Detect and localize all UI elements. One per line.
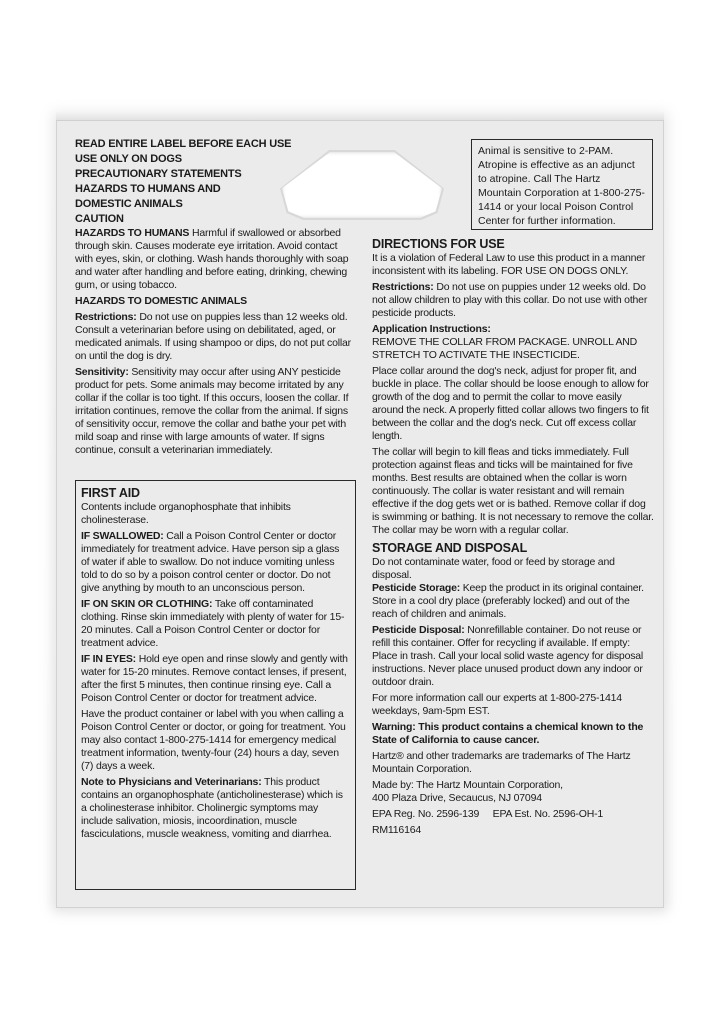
sensitivity-paragraph: Sensitivity: Sensitivity may occur after using ANY pesticide product for pets. Some animals may become irritated by any collar if the collar is too tight. If this occurs, loosen the collar. If irritation continues, remove the collar from the animal. If signs of sensitivity occur, remove the collar and bathe your pet with mild soap and rinse with large amounts of water. If signs continue, consult a veterinarian immediately.: [75, 366, 349, 456]
application-label: Application Instructions:: [372, 323, 491, 335]
heading-hazards: HAZARDS TO HUMANS AND: [75, 183, 221, 195]
heading-precautionary: PRECAUTIONARY STATEMENTS: [75, 168, 242, 180]
heading-domestic: DOMESTIC ANIMALS: [75, 198, 183, 210]
hazards-animals-label: HAZARDS TO DOMESTIC ANIMALS: [75, 295, 247, 307]
directions-restrictions: Restrictions: Do not use on puppies under 12 weeks old. Do not allow children to play with this collar. Do not use with other pesticide products.: [372, 281, 648, 319]
directions-title: DIRECTIONS FOR USE: [372, 237, 505, 251]
pesticide-disposal-paragraph: Pesticide Disposal: Nonrefillable container. Do not reuse or refill this container. Offer for recycling if available. If empty: Place in trash. Call your local solid waste agency for disposal instructions. Never place unused product down any indoor or outdoor drain.: [372, 624, 644, 688]
made-by: Made by: The Hartz Mountain Corporation,: [372, 779, 563, 791]
if-in-eyes-paragraph: IF IN EYES: Hold eye open and rinse slowly and gently with water for 15-20 minutes. Remove contact lenses, if present, after the first 5 minutes, then continue rinsing eye. Call a Poison Control Center or doctor for treatment advice.: [81, 653, 348, 704]
restrictions-paragraph: Restrictions: Do not use on puppies less than 12 weeks old. Consult a veterinarian before using on debilitated, aged, or medicated animals. If using shampoo or dips, do not put collar on until the dog is dry.: [75, 311, 351, 362]
antidote-note-box: [471, 139, 653, 230]
collar-text: The collar will begin to kill fleas and ticks immediately. Full protection against fleas and ticks will be maintained for five months. Best results are obtained when the collar is worn continuously. The collar is water resistant and will remain effective if the dog gets wet or is bathed. Remove collar if dog is swimming or bathing. It is not necessary to remove the collar. The collar may be worn with a regular collar.: [372, 446, 654, 536]
antidote-note-text: Animal is sensitive to 2-PAM. Atropine is effective as an adjunct to atropine. Call The Hartz Mountain Corporation at 1-800-275-1414 or your local Poison Control Center for further information.: [478, 145, 645, 227]
heading-read-label: READ ENTIRE LABEL BEFORE EACH USE: [75, 138, 292, 150]
trademarks: Hartz® and other trademarks are trademarks of The Hartz Mountain Corporation.: [372, 750, 631, 775]
first-aid-title: FIRST AID: [81, 486, 140, 500]
product-code: RM116164: [372, 824, 421, 836]
precautionary-section: [75, 137, 357, 460]
if-on-skin-paragraph: IF ON SKIN OR CLOTHING: Take off contaminated clothing. Rinse skin immediately with plenty of water for 15-20 minutes. Call a Poison Control Center or doctor for treatment advice.: [81, 598, 345, 649]
heading-caution: CAUTION: [75, 213, 124, 225]
application-text: Place collar around the dog's neck, adjust for proper fit, and buckle in place. The collar should be loose enough to allow for growth of the dog and to permit the collar to move easily around the neck. A properly fitted collar allows two fingers to fit between the collar and the dog's neck. Cut off excess collar length.: [372, 365, 649, 442]
epa-numbers: EPA Reg. No. 2596-139 EPA Est. No. 2596-OH-1: [372, 808, 604, 820]
box-top-flap: [56, 112, 664, 121]
pesticide-storage-paragraph: Pesticide Storage: Keep the product in its original container. Store in a cool dry place (preferably locked) and out of the reach of children and animals.: [372, 582, 644, 620]
first-aid-box: [75, 480, 356, 890]
storage-title: STORAGE AND DISPOSAL: [372, 541, 528, 555]
physicians-note-paragraph: Note to Physicians and Veterinarians: This product contains an organophosphate (anticholinesterase) which is a cholinesterase inhibitor. Cholinergic symptoms may include salivation, miosis, incoordination, muscle fasciculations, muscle weakness, vomiting and diarrhea.: [81, 776, 343, 840]
address: 400 Plaza Drive, Secaucus, NJ 07094: [372, 792, 542, 804]
storage-intro: Do not contaminate water, food or feed by storage and disposal.: [372, 556, 615, 581]
application-caps: REMOVE THE COLLAR FROM PACKAGE. UNROLL AND STRETCH TO ACTIVATE THE INSECTICIDE.: [372, 336, 638, 361]
warning-paragraph: Warning: This product contains a chemical known to the State of California to cause cancer.: [372, 721, 644, 746]
first-aid-intro: Contents include organophosphate that inhibits cholinesterase.: [81, 501, 291, 526]
more-info: For more information call our experts at 1-800-275-1414 weekdays, 9am-5pm EST.: [372, 692, 622, 717]
if-swallowed-paragraph: IF SWALLOWED: Call a Poison Control Center or doctor immediately for treatment advice. Have person sip a glass of water if able to swallow. Do not induce vomiting unless told to do so by a poison control center or doctor. Do not give anything by mouth to an unconscious person.: [81, 530, 340, 594]
hazards-humans-paragraph: HAZARDS TO HUMANS Harmful if swallowed or absorbed through skin. Causes moderate eye irritation. Avoid contact with eyes, skin, or clothing. Wash hands thoroughly with soap and water after handling and before eating, drinking, chewing gum, or using tobacco.: [75, 227, 349, 291]
directions-intro: It is a violation of Federal Law to use this product in a manner inconsistent with its labeling. FOR USE ON DOGS ONLY.: [372, 252, 646, 277]
heading-dogs-only: USE ONLY ON DOGS: [75, 153, 182, 165]
container-paragraph: Have the product container or label with you when calling a Poison Control Center or doctor, or going for treatment. You may also contact 1-800-275-1414 for emergency medical treatment information, twenty-four (24) hours a day, seven (7) days a week.: [81, 708, 346, 772]
directions-section: [372, 236, 654, 840]
